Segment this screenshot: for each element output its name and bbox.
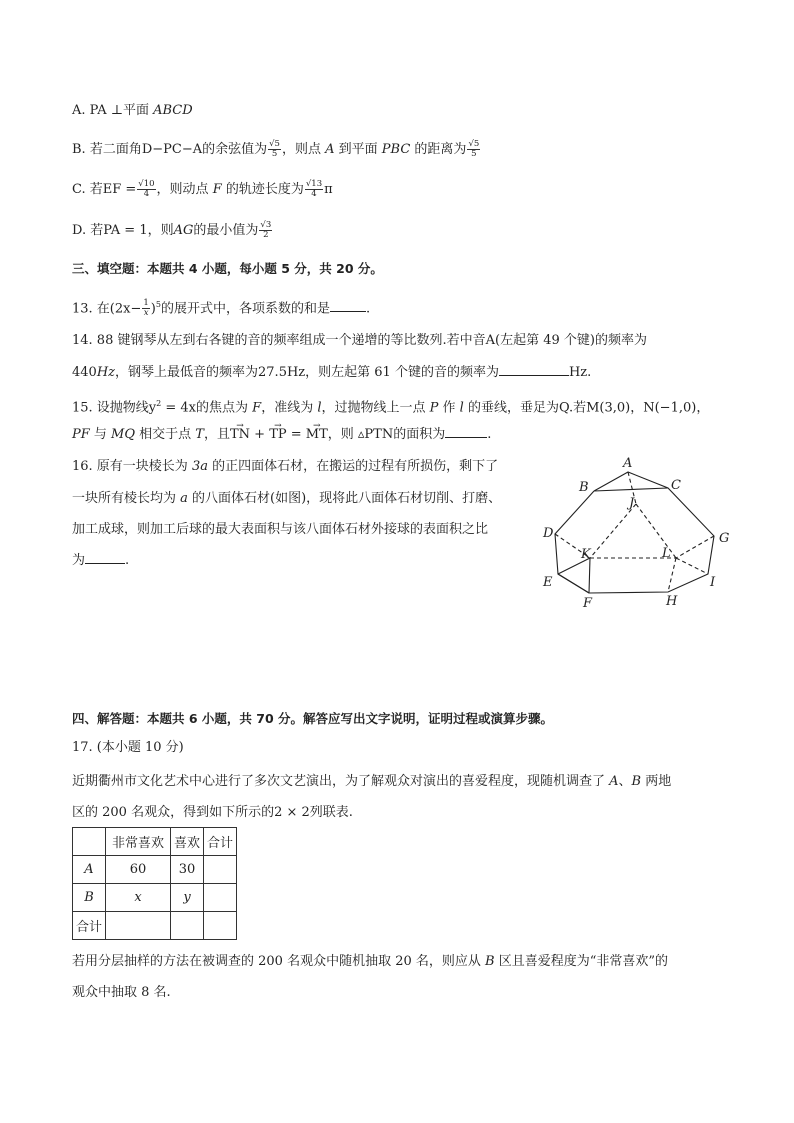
frac-den: 5 (271, 149, 278, 159)
q16-t3: 一块所有棱长均为 (72, 491, 181, 506)
q17-b-region: B (485, 954, 495, 969)
q15-mq: MQ (111, 427, 136, 442)
label-i: I (710, 575, 716, 590)
table-cell: y (171, 884, 204, 912)
frac-num: √13 (305, 179, 323, 189)
edge-kf (589, 558, 590, 593)
fraction-1-over-x (142, 299, 149, 318)
table-header-cell: 喜欢 (171, 828, 204, 856)
q15-t6: 的垂线，垂足为Q.若M(3,0)，N(−1,0)， (463, 400, 710, 416)
question-17-line-4: 观众中抽取 8 名. (72, 985, 171, 1000)
q13-exponent: 5 (155, 300, 161, 309)
table-cell (204, 856, 237, 884)
question-17-line-2: 区的 200 名观众，得到如下所示的2 × 2列联表. (72, 805, 353, 820)
question-13: 13. 在(2x− $\frac{1}{x}$ )$^5$的展开式中，各项系数的和是 . (72, 298, 371, 319)
q17-sep: 、 (618, 774, 632, 789)
table-cell: x (106, 884, 171, 912)
table-cell: 30 (171, 856, 204, 884)
option-a-text: A. PA ⊥平面 (72, 103, 154, 118)
q17-b: B (631, 774, 642, 789)
octahedron-figure (538, 452, 738, 612)
q14-hz: Hz (96, 365, 116, 380)
question-15-line-1 (72, 394, 709, 418)
row-label: A (73, 856, 106, 884)
vector-tn: → TN (230, 425, 250, 445)
q15-t8: 相交于点 (135, 427, 196, 442)
label-h: H (666, 594, 678, 609)
question-17-head: 17. (本小题 10 分) (72, 740, 184, 755)
table-header-cell (73, 828, 106, 856)
frac-num: √3 (260, 220, 272, 230)
q14-440: 440 (72, 365, 97, 380)
q15-l2: l (459, 400, 464, 416)
question-14-line-2 (72, 363, 591, 383)
vector-tp: → TP (269, 425, 286, 445)
q16-t5: 为 (72, 553, 86, 568)
q15-t2: = 4x的焦点为 (161, 400, 253, 416)
plane-abcd: ABCD (153, 103, 193, 118)
q15-f: F (252, 400, 262, 416)
q15-pf: PF (72, 427, 90, 442)
edge-li (676, 558, 708, 574)
answer-blank (330, 299, 366, 312)
label-a: A (623, 456, 633, 471)
label-k: K (581, 547, 591, 562)
q15-exp: 2 (156, 399, 162, 408)
table-cell (106, 912, 171, 940)
fraction-sqrt5-over-5-b (467, 140, 480, 159)
contingency-table (72, 827, 237, 940)
question-17-line-1 (72, 772, 671, 792)
option-a (72, 101, 193, 121)
point-f: F (212, 182, 222, 197)
option-c-text-3: 的轨迹长度为 (225, 182, 304, 197)
q17-a: A (609, 774, 619, 789)
frac-den: 2 (263, 230, 269, 240)
table-cell (204, 884, 237, 912)
label-e: E (543, 575, 553, 590)
q16-3a: 3a (191, 459, 208, 474)
q15-t10: ，则 ▵PTN的面积为 (327, 427, 446, 442)
label-g: G (719, 531, 730, 546)
option-d (72, 221, 273, 241)
q16-t4: 的八面体石材(如图)，现将此八面体石材切削、打磨、 (187, 491, 502, 506)
q15-plus: + (250, 427, 270, 442)
q17-t2: 两地 (641, 774, 672, 789)
point-a: A (325, 142, 335, 157)
fraction-sqrt5-over-5 (268, 140, 281, 159)
q14-end: Hz. (568, 365, 592, 380)
edge-jk (590, 504, 636, 558)
q15-t9: ，且 (203, 427, 230, 442)
edge-lh (668, 558, 676, 592)
segment-ag: AG (173, 223, 194, 238)
question-16-line-2 (72, 489, 501, 509)
fraction-sqrt10-over-4 (137, 180, 155, 199)
option-b-text-1: B. 若二面角D−PC−A的余弦值为 (72, 142, 268, 157)
frac-num: √10 (138, 179, 155, 189)
question-16-line-1 (72, 457, 498, 477)
q16-t2: 的正四面体石材，在搬运的过程有所损伤，剩下了 (207, 459, 499, 474)
option-b-text-3: 到平面 (338, 142, 378, 157)
question-15-line-2: PF 与 MQ 相交于点 T，且→ TN + → TP = → MT，则 ▵PTN的面积为 . (72, 425, 491, 445)
q16-a: a (180, 491, 188, 506)
q15-l: l (317, 400, 322, 416)
row-label: 合计 (73, 912, 106, 940)
question-16-line-4: 为 . (72, 553, 130, 568)
section-3-title: 三、填空题：本题共 4 小题，每小题 5 分，共 20 分。 (72, 261, 383, 276)
table-cell (204, 912, 237, 940)
fraction-sqrt13-over-4 (305, 180, 323, 199)
frac-num: 1 (143, 298, 149, 309)
edge-e-f (558, 574, 589, 593)
q15-t1: 15. 设抛物线y (72, 400, 157, 416)
option-c-text-2: ，则动点 (156, 182, 209, 197)
question-14-line-1: 14. 88 键钢琴从左到右各键的音的频率组成一个递增的等比数列.若中音A(左起第 49 个键)的频率为 (72, 333, 647, 348)
label-f: F (583, 596, 593, 611)
table-cell: 60 (106, 856, 171, 884)
label-j: J (629, 496, 635, 511)
q15-t: T (195, 427, 204, 442)
answer-blank (445, 425, 487, 438)
q13-text-3: 的展开式中，各项系数的和是 (160, 301, 330, 317)
q17-t1: 近期衢州市文化艺术中心进行了多次文艺演出，为了解观众对演出的喜爱程度，现随机调查了 (72, 774, 610, 789)
frac-den: x (143, 308, 149, 319)
table-header-row (73, 828, 237, 856)
question-17-line-3 (72, 952, 668, 972)
frac-den: 4 (311, 189, 317, 199)
answer-blank (85, 551, 125, 564)
q13-text-2: ) (150, 301, 156, 317)
q15-p: P (429, 400, 439, 416)
table-row (73, 912, 237, 940)
option-b-text-4: 的距离为 (414, 142, 467, 157)
label-b: B (579, 480, 589, 495)
edge-bc (594, 488, 668, 491)
q15-t7: 与 (89, 427, 112, 442)
table-header-cell: 合计 (204, 828, 237, 856)
pi-symbol: π (324, 182, 333, 197)
q15-t4: ，过抛物线上一点 (321, 400, 430, 416)
label-l: L (662, 546, 671, 561)
q14-text: ，钢琴上最低音的频率为27.5Hz，则左起第 61 个键的音的频率为 (115, 365, 499, 380)
row-label: B (73, 884, 106, 912)
q15-eq: = (286, 427, 306, 442)
label-d: D (543, 526, 554, 541)
frac-den: 4 (143, 189, 150, 199)
frac-num: √5 (269, 139, 280, 149)
option-d-text-2: 的最小值为 (193, 223, 259, 238)
question-16-line-3: 加工成球，则加工后球的最大表面积与该八面体石材外接球的表面积之比 (72, 522, 489, 537)
q17-t4: 区且喜爱程度为“非常喜欢”的 (494, 954, 669, 969)
plane-pbc: PBC (381, 142, 411, 157)
q13-text-1: 13. 在(2x− (72, 301, 142, 317)
table-row (73, 856, 237, 884)
answer-blank (499, 363, 569, 376)
q15-t3: ，准线为 (261, 400, 318, 416)
frac-num: √5 (468, 139, 480, 149)
edge-gl (676, 536, 714, 558)
table-row (73, 884, 237, 912)
option-b (72, 140, 481, 160)
option-b-text-2: ，则点 (281, 142, 321, 157)
q16-t1: 16. 原有一块棱长为 (72, 459, 192, 474)
frac-den: 5 (471, 149, 477, 159)
table-cell (171, 912, 204, 940)
label-c: C (671, 478, 681, 493)
option-c (72, 180, 333, 200)
q15-t5: 作 (438, 400, 460, 416)
fraction-sqrt3-over-2 (259, 221, 272, 240)
table-header-cell: 非常喜欢 (106, 828, 171, 856)
section-4-title: 四、解答题：本题共 6 小题，共 70 分。解答应写出文字说明，证明过程或演算步骤。 (72, 711, 554, 726)
q17-t3: 若用分层抽样的方法在被调查的 200 名观众中随机抽取 20 名，则应从 (72, 954, 486, 969)
vector-mt: → MT (306, 425, 328, 445)
option-d-text-1: D. 若PA = 1，则 (72, 223, 174, 238)
option-c-text-1: C. 若EF = (72, 182, 137, 197)
